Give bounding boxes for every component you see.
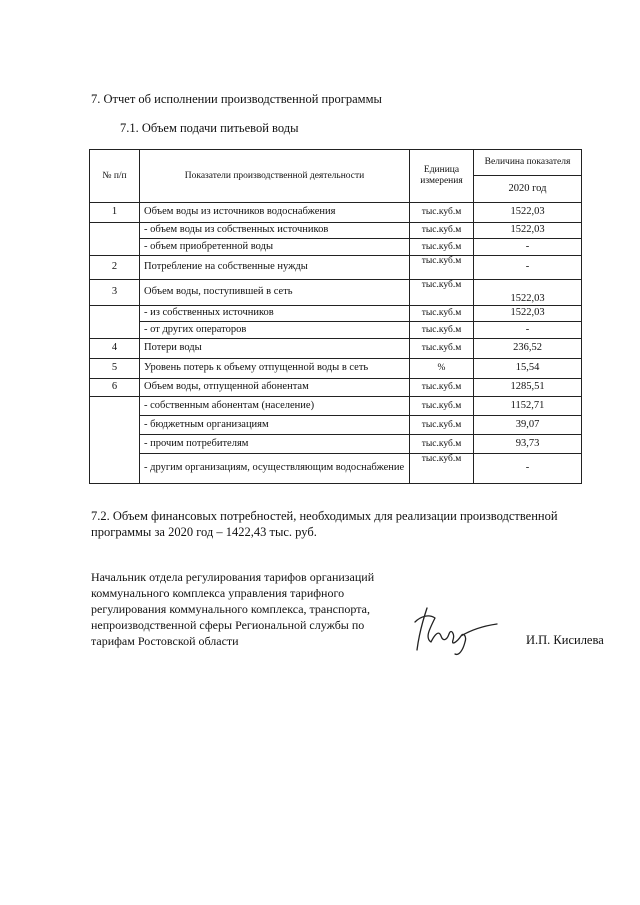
row-unit: тыс.куб.м <box>410 322 474 339</box>
row-name: Потери воды <box>140 339 410 359</box>
row-num: 5 <box>90 359 140 379</box>
row-unit: тыс.куб.м <box>410 416 474 435</box>
row-name: - собственным абонентам (население) <box>140 397 410 416</box>
row-value: - <box>474 322 582 339</box>
table-row <box>90 379 582 397</box>
row-value: 1522,03 <box>474 306 582 322</box>
row-value: 39,07 <box>474 416 582 435</box>
row-value: 15,54 <box>474 359 582 379</box>
row-unit: тыс.куб.м <box>410 454 474 484</box>
row-unit: тыс.куб.м <box>410 239 474 256</box>
row-unit: тыс.куб.м <box>410 339 474 359</box>
row-value: - <box>474 454 582 484</box>
row-num <box>90 223 140 256</box>
table-row <box>90 339 582 359</box>
row-num: 4 <box>90 339 140 359</box>
row-value: 1522,03 <box>474 280 582 306</box>
row-name: Потребление на собственные нужды <box>140 256 410 280</box>
row-name: - объем воды из собственных источников <box>140 223 410 239</box>
water-supply-table <box>89 149 582 484</box>
row-name: - прочим потребителям <box>140 435 410 454</box>
row-unit: тыс.куб.м <box>410 223 474 239</box>
row-name: - другим организациям, осуществляющим водоснабжение <box>140 454 410 484</box>
header-year: 2020 год <box>474 176 582 203</box>
row-unit: тыс.куб.м <box>410 203 474 223</box>
row-value: - <box>474 239 582 256</box>
table-row <box>90 203 582 223</box>
signatory-name: И.П. Кисилева <box>526 633 604 647</box>
row-num: 1 <box>90 203 140 223</box>
row-name: Объем воды, поступившей в сеть <box>140 280 410 306</box>
row-value: - <box>474 256 582 280</box>
row-unit: тыс.куб.м <box>410 379 474 397</box>
table-row <box>90 239 582 256</box>
row-value: 93,73 <box>474 435 582 454</box>
row-value: 1285,51 <box>474 379 582 397</box>
section-title: 7. Отчет об исполнении производственной программы <box>91 92 382 106</box>
row-unit: тыс.куб.м <box>410 306 474 322</box>
row-value: 1522,03 <box>474 223 582 239</box>
row-name: - бюджетным организациям <box>140 416 410 435</box>
section-subtitle: 7.1. Объем подачи питьевой воды <box>120 121 299 135</box>
table-row <box>90 280 582 306</box>
row-value: 1522,03 <box>474 203 582 223</box>
header-value: Величина показателя <box>474 150 582 176</box>
table-row <box>90 435 582 454</box>
row-name: Объем воды, отпущенной абонентам <box>140 379 410 397</box>
row-num: 3 <box>90 280 140 306</box>
row-num <box>90 397 140 484</box>
header-indicator: Показатели производственной деятельности <box>140 150 410 203</box>
table-row <box>90 322 582 339</box>
row-name: Уровень потерь к объему отпущенной воды в сеть <box>140 359 410 379</box>
row-num <box>90 306 140 339</box>
row-unit: тыс.куб.м <box>410 280 474 306</box>
row-name: - объем приобретенной воды <box>140 239 410 256</box>
row-num: 6 <box>90 379 140 397</box>
header-num: № п/п <box>90 150 140 203</box>
row-name: - из собственных источников <box>140 306 410 322</box>
row-name: Объем воды из источников водоснабжения <box>140 203 410 223</box>
table-row <box>90 397 582 416</box>
header-unit: Единица измерения <box>410 150 474 203</box>
row-unit: тыс.куб.м <box>410 397 474 416</box>
table-row <box>90 223 582 239</box>
finance-paragraph: 7.2. Объем финансовых потребностей, необходимых для реализации производственной программы за 2020 год – 1422,43 тыс. руб. <box>91 509 558 540</box>
table-row <box>90 256 582 280</box>
row-unit: тыс.куб.м <box>410 256 474 280</box>
row-name: - от других операторов <box>140 322 410 339</box>
row-value: 236,52 <box>474 339 582 359</box>
table-row <box>90 306 582 322</box>
row-unit: тыс.куб.м <box>410 435 474 454</box>
table-row <box>90 454 582 484</box>
row-num: 2 <box>90 256 140 280</box>
table-row <box>90 359 582 379</box>
signatory-position: Начальник отдела регулирования тарифов организаций коммунального комплекса управления тарифного регулирования коммунального комплекса, транспорта, непроизводственной сферы Региональной службы по тарифам Ростовской области <box>91 570 375 648</box>
row-value: 1152,71 <box>474 397 582 416</box>
row-unit: % <box>410 359 474 379</box>
table-row <box>90 416 582 435</box>
handwritten-signature <box>405 600 500 660</box>
